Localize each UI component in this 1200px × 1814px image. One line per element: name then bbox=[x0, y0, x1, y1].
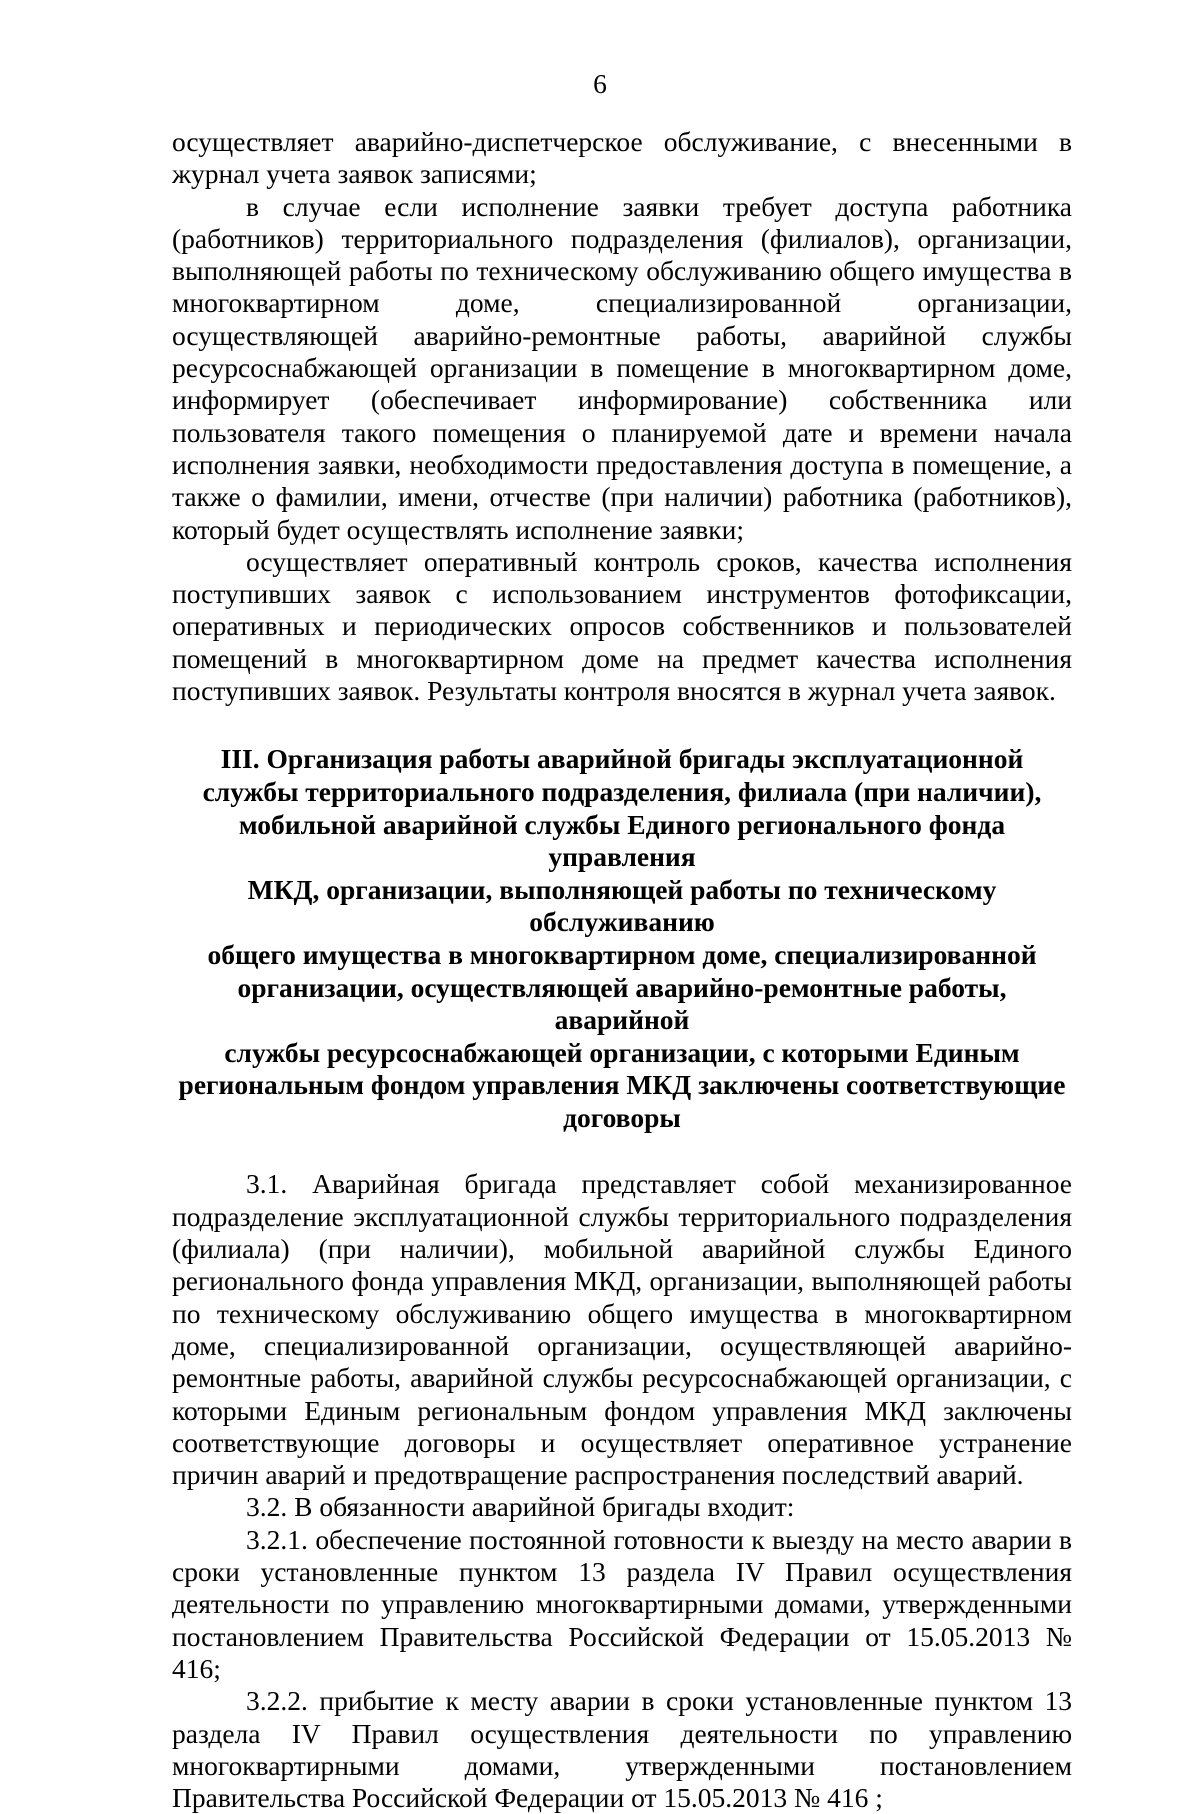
clause-3-1: 3.1. Аварийная бригада представляет собой механизированное подразделение эксплуатационной службы территориального подразделения (филиала) (при наличии), мобильной аварийной службы Единого регионального фонда управления МКД, организации, выполняющей работы по техническому обслуживанию общего имущества в многоквартирном доме, специализированной организации, осуществляющей аварийно-ремонтные работы, аварийной службы ресурсоснабжающей организации, с которыми Единым региональным фондом управления МКД заключены соответствующие договоры и осуществляет оперативное устранение причин аварий и предотвращение распространения последствий аварий. bbox=[172, 1168, 1072, 1491]
section-heading-line: службы ресурсоснабжающей организации, с которыми Единым bbox=[224, 1036, 1020, 1068]
clause-3-2: 3.2. В обязанности аварийной бригады входит: bbox=[246, 1491, 795, 1523]
section-heading-line: региональным фондом управления МКД заключены соответствующие bbox=[178, 1069, 1066, 1101]
section-heading-line: III. Организация работы аварийной бригады эксплуатационной bbox=[220, 743, 1024, 775]
paragraph-operational-control: осуществляет оперативный контроль сроков, качества исполнения поступивших заявок с использованием инструментов фотофиксации, оперативных и периодических опросов собственников и пользователей помещений в многоквартирном доме на предмет качества исполнения поступивших заявок. Результаты контроля вносятся в журнал учета заявок. bbox=[172, 545, 1072, 707]
intro-text-block bbox=[172, 126, 1072, 707]
clause-3-2-1: 3.2.1. обеспечение постоянной готовности к выезду на место аварии в сроки установленные пунктом 13 раздела IV Правил осуществления деятельности по управлению многоквартирными домами, утвержденными постановлением Правительства Российской Федерации от 15.05.2013 № 416; bbox=[172, 1523, 1072, 1684]
section-heading-line: МКД, организации, выполняющей работы по техническому обслуживанию bbox=[247, 873, 997, 938]
section-heading bbox=[172, 743, 1072, 1134]
paragraph-dispatch-service: осуществляет аварийно-диспетчерское обслуживание, с внесенными в журнал учета заявок записями; bbox=[172, 126, 1072, 190]
section-heading-line: службы территориального подразделения, филиала (при наличии), bbox=[202, 775, 1042, 807]
clause-3-2-2: 3.2.2. прибытие к месту аварии в сроки установленные пунктом 13 раздела IV Правил осуществления деятельности по управлению многоквартирными домами, утвержденными постановлением Правительства Российской Федерации от 15.05.2013 № 416 ; bbox=[172, 1685, 1072, 1814]
section-heading-line: мобильной аварийной службы Единого регионального фонда управления bbox=[238, 808, 1006, 873]
section-heading-line: организации, осуществляющей аварийно-ремонтные работы, аварийной bbox=[237, 971, 1007, 1036]
page-number: 6 bbox=[593, 68, 607, 99]
section-heading-line: общего имущества в многоквартирном доме, специализированной bbox=[207, 938, 1037, 970]
section-body bbox=[172, 1168, 1072, 1814]
section-heading-line: договоры bbox=[563, 1101, 681, 1133]
paragraph-access-notification: в случае если исполнение заявки требует доступа работника (работников) территориального подразделения (филиалов), организации, выполняющей работы по техническому обслуживанию общего имущества в многоквартирном доме, специализированной организации, осуществляющей аварийно-ремонтные работы, аварийной службы ресурсоснабжающей организации в помещение в многоквартирном доме, информирует (обеспечивает информирование) собственника или пользователя такого помещения о планируемой дате и времени начала исполнения заявки, необходимости предоставления доступа в помещение, а также о фамилии, имени, отчестве (при наличии) работника (работников), который будет осуществлять исполнение заявки; bbox=[172, 190, 1072, 545]
